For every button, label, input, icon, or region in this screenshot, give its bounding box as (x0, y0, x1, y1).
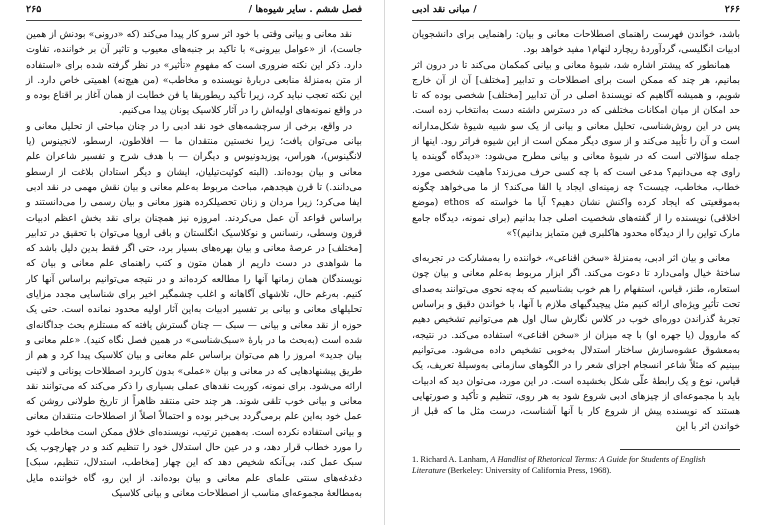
footnote-rule (620, 449, 740, 450)
left-page-header (26, 4, 362, 21)
page-gutter (384, 0, 385, 525)
footnote-marker: 1. (412, 454, 419, 464)
footnote-title: A Handlist of Rhetorical Terms: A Guide for Students of English Literature (412, 454, 706, 475)
right-paragraph-3: معانی و بیان اثر ادبی، به‌منزلهٔ «سخن اقناعی»، خواننده را به‌مشارکت در تجربه‌ای ساختهٔ خیال وامی‌دارد تا دعوت می‌کند. اگر ابزار مربوط به‌علم معانی و بیان چون استعاره، طنز، قیاس، استفهام را هم خوب بشناسیم که به‌چه نحوی می‌توانند به‌صدای تحت تأثیرِ ویژه‌ای ارائه کنیم مثل پیچیدگیهای ملازم با آنها، با خواندن دقیق و براساس تجربهٔ گذراندن دوره‌ای خوب در کلاس نگارش سال اول هم می‌توانیم تشخیص دهیم که ماروول (یا جهره او) با چه میزان از «سخن اقناعی» استفاده می‌کند. در نتیجه، به‌معشوق‌ عشوه‌سازش ساختار استدلال به‌خوبی تشخیص داده می‌شود. می‌توانیم ببینیم که مثلاً شاعر انسجام اجزای شعر را در الگوهای سازمانی به‌وسیلهٔ تعریف، یک قیاس، نوع و یک رابطهٔ علّی شکل بخشیده است. در این مورد، می‌توان دید که ادبیات باید با مجموعه‌ای از چیزهای ادبی شروع شود به هر روی، تنظیم و تأکید و صورتهایی هستند که نویسنده پیش از شروع کار با آنها آشناست، درست مثل ما که قبل از خواندن اثر با این (412, 253, 740, 433)
right-paragraph-1: باشد، خواندن فهرست راهنمای اصطلاحات معانی و بیان: راهنمایی برای دانشجویان ادبیات انگلیسی، گردآوردهٔ ریچارد لنهام۱ مفید خواهد بود. (412, 29, 740, 56)
footnote-author: Richard A. Lanham, (420, 454, 489, 464)
left-paragraph-2: در واقع، برخی از سرچشمه‌های خود نقد ادبی را در چنان مباحثی از تحلیل معانی و بیانی می‌توان یافت؛ زیرا نخستین منتقدان ما — افلاطون، ارسطو، لانجینوس (یا لانگینوس)، هوراس، پوزیدونیوس و دیگران — با هدف شرح و تفسیر شاعران علم معانی و بیان بوده‌اند. (البته کوئیت‌تیلیان، ایشان و دیگر استادان بلاغت از ارسطو می‌دانند.) تا قرن هیجدهم، مباحث مربوط به‌علم معانی و بیان نقش مهمی در نقد ادبی ایفا می‌کرد؛ زیرا مردان و زنان تحصیلکرده هنوز معانی و بیان رسمی را می‌دانستند و براساس قواعد آن عمل می‌کردند. امروزه نیز همچنان برای نقد بخش اعظم ادبیات قرون وسطی، رنسانس و نوکلاسیک انگلستان و باقی اروپا می‌توان با تحقیق در تدابیر [مختلف] در عرصهٔ معانی و بیان بهره‌های بسیار برد، حتی اگر فقط بدین دلیل باشد که ما شواهدی در دست داریم از همان متون و کتب راهنمای علم معانی و بیان که نویسندگان همان زمانها آنها را مطالعه کرده‌اند و در نتیجه می‌توانیم براساس آنها کار کنیم. به‌رغم حال، تلاشهای آگاهانه و اغلب چشمگیر اخیر برای شناسایی مجدد مزایای تحلیلهای معانی و بیانی بر تفسیر ادبیات به‌این آثار اولیه محدود نمانده است. حتی یک حوزه از نقد معانی و بیانی — سبک — چنان گسترش یافته که مستلزم بحث جداگانه‌ای شده است (به‌بحث ما در بارهٔ «سبک‌شناسی» در همین فصل نگاه کنید). «علم معانی و بیان جدید» امروز را هم می‌توان براساس علم معانی و بیان کلاسیک پیدا کرد و هم از طریق پیشنهادهایی که در معانی و بیان «عملی» بدون کاربرد اصطلاحات یونانی و لاتینی ارائه می‌شود. برای نمونه، کوربت نقدهای عملی بسیاری را ذکر می‌کند که می‌توانند نقد معانی و بیانی خوب تلقی شوند. هر چند حتی منتقد ظاهراً از تاریخ طولانی روشن که عمل خود به‌این علم برمی‌گردد بی‌خبر بوده و احتمالاً اصلاً از اصطلاحات منتقدان معانی و بیانی استفاده نکرده است. به‌همین ترتیب، نویسنده‌ای خلاق ممکن است مخاطب خود را مورد خطاب قرار دهد، و در عین حال استدلال خود را تنظیم کند و در چهارچوب یک سبک عمل کند، بی‌آنکه شخیص دهد که این چهار [مخاطب، استدلال، تنظیم، سبک] دغدغه‌های سنتی علمای علم معانی و بیان بوده‌اند. از این رو، گاه خواننده مایل به‌مطالعهٔ مجموعه‌ای مناسب از اصطلاحات معانی و بیانی کلاسیک (26, 120, 362, 499)
right-page-number: ۲۶۶ (724, 4, 740, 15)
right-page-header (412, 4, 740, 21)
left-page-body (26, 27, 362, 501)
left-paragraph-1: نقد معانی و بیانی وقتی با خود اثر سرو کار پیدا می‌کند (که «درونی» بودنش از همین جاست)، از «عوامل بیرونی» با تاکید بر جنبه‌های معیوب و تاثیر آن بر خواننده، تفاوت دارد. ذکر این نکته ضروری است که مفهومِ «تأثیر» در نظر گرفته شده برای «استفاده از متن به‌منزلهٔ منابعی دربارهٔ نویسنده و مخاطب» (من هیچ‌نه) اهمیتی خاص دارد. از این نکته تعجب نباید کرد، زیرا تأکید ریطوریقا یا فن خطابت از همان آغاز بر اقناع بوده و در واقع نمونه‌های اولیه‌اش را در آثار کلاسیک یونان پیدا می‌کنیم. (26, 29, 362, 117)
left-page-running-title: فصل ششم . سایر شیوه‌ها / (248, 4, 362, 15)
footnote (412, 454, 740, 476)
right-page-body (412, 27, 740, 435)
right-paragraph-2: همانطور که پیشتر اشاره شد، شیوهٔ معانی و بیانی کمکمان می‌کند تا در درون اثر بمانیم، هر چند که ممکن است برای اصطلاحات و تدابیر [مختلف] آن از آن خارج شویم، و همیشه آگاهیم که نویسندهٔ اصلی در آن تدابیر [مختلف] شخصی بوده که تا حد امکان از میان امکانات مختلفی که در دسترس داشته دست به‌انتخاب زده است. پس در این روش‌شناسی، تحلیل معانی و بیانی از یک سو شبیه شیوهٔ شکل‌مدارانه است و آن را تأیید می‌کند و از سوی دیگر ممکن است از این شیوه فراتر رود. اینها از جمله سؤالاتی است که در شیوهٔ معانی و بیانی مطرح می‌شود: «دیدگاه گوینده یا راوی چه می‌دانیم؟ مدعی است که با چه کسی حرف می‌زند؟ ماهیت شخصی مورد خطاب، مخاطب، چیست؟ چه زمینه‌ای ایجاد یا القا می‌کند؟ از ما می‌خواهد چگونه به‌موقعیتی که ایجاد کرده واکنش نشان دهیم؟ آیا ما خواسته که ethos (موضع اخلاقی) نویسنده را از گفته‌های شخصیت اصلی جدا بدانیم (برای نمونه، دیدگاه جامع مارک تواین را از دیدگاه محدود هاکلبری فین متمایز بدانیم)؟» (412, 59, 740, 239)
left-page-number: ۲۶۵ (26, 4, 42, 15)
footnote-publisher: (Berkeley: University of California Press, 1968). (447, 465, 612, 475)
right-page-running-title: / مبانی نقد ادبی (412, 4, 477, 15)
right-page (384, 0, 768, 525)
